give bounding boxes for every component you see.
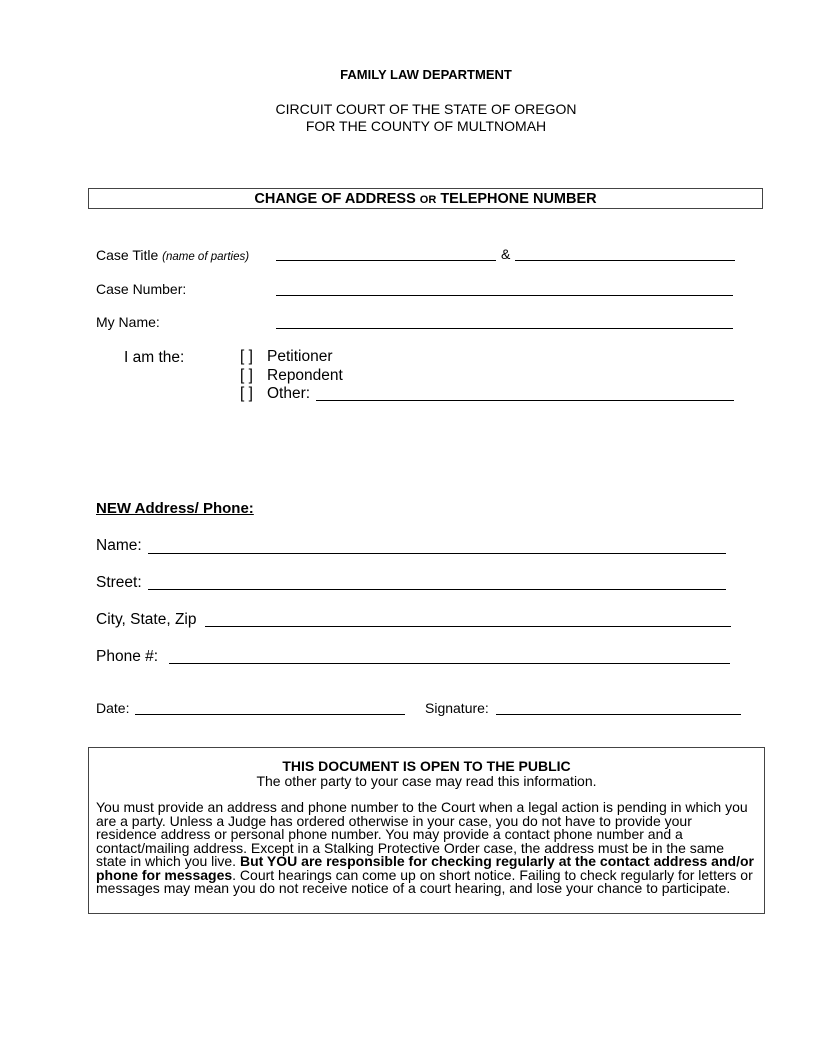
- department-title: FAMILY LAW DEPARTMENT: [340, 67, 512, 82]
- case-title-label: [96, 247, 249, 263]
- role-option-respondent[interactable]: [240, 367, 343, 385]
- respondent-label: Repondent: [267, 367, 343, 384]
- new-city-label: City, State, Zip: [96, 611, 197, 628]
- role-label: I am the:: [124, 349, 185, 366]
- case-title-ampersand: &: [501, 246, 511, 262]
- new-name-label: Name:: [96, 537, 142, 554]
- form-title-part2: TELEPHONE NUMBER: [440, 191, 597, 207]
- other-checkbox[interactable]: [ ]: [240, 385, 253, 402]
- other-role-field[interactable]: [316, 400, 734, 401]
- respondent-checkbox[interactable]: [ ]: [240, 367, 253, 384]
- case-title-label-text: Case Title: [96, 247, 159, 263]
- signature-field[interactable]: [496, 714, 741, 715]
- notice-body: [96, 801, 756, 896]
- new-street-field[interactable]: [148, 589, 726, 590]
- new-name-field[interactable]: [148, 553, 726, 554]
- case-title-party2-field[interactable]: [515, 260, 735, 261]
- notice-subtitle: The other party to your case may read this information.: [256, 773, 597, 789]
- form-title-part1: CHANGE OF ADDRESS: [254, 191, 416, 207]
- date-label: Date:: [96, 700, 130, 716]
- case-title-party1-field[interactable]: [276, 260, 496, 261]
- petitioner-label: Petitioner: [267, 348, 333, 365]
- court-line-1: CIRCUIT COURT OF THE STATE OF OREGON: [275, 101, 577, 117]
- notice-body-part1: You must provide an address and phone number to the Court when a legal action is pending in which you are a party. Unless a Judge has ordered otherwise in your case, you do not have to provide your residence address or personal phone number. You may provide a contact phone number and a contact/mailing address. Except in a Stalking Protective Order case, the address must be in the same state in which you live.: [96, 799, 748, 869]
- case-title-hint: (name of parties): [162, 251, 250, 263]
- date-field[interactable]: [135, 714, 405, 715]
- notice-title: THIS DOCUMENT IS OPEN TO THE PUBLIC: [282, 758, 571, 774]
- notice-body-bold: But YOU are responsible for checking regularly at the contact address and/or phone for messages: [96, 853, 754, 883]
- form-title: [88, 188, 763, 209]
- other-label: Other:: [267, 385, 311, 402]
- my-name-field[interactable]: [276, 328, 733, 329]
- case-number-field[interactable]: [276, 295, 733, 296]
- case-number-label: Case Number:: [96, 281, 187, 297]
- signature-label: Signature:: [425, 700, 489, 716]
- new-street-label: Street:: [96, 574, 142, 591]
- form-title-or: OR: [419, 194, 437, 206]
- court-name: [0, 101, 816, 135]
- new-city-field[interactable]: [205, 626, 731, 627]
- notice-body-part2: . Court hearings can come up on short notice. Failing to check regularly for letters or messages may mean you do not receive notice of a court hearing, and lose your chance to participate.: [96, 866, 753, 896]
- petitioner-checkbox[interactable]: [ ]: [240, 348, 253, 365]
- my-name-label: My Name:: [96, 314, 160, 330]
- court-line-2: FOR THE COUNTY OF MULTNOMAH: [305, 118, 547, 134]
- role-option-other[interactable]: [240, 385, 310, 403]
- new-phone-label: Phone #:: [96, 648, 159, 665]
- new-phone-field[interactable]: [169, 663, 730, 664]
- role-option-petitioner[interactable]: [240, 348, 332, 366]
- new-address-heading: NEW Address/ Phone:: [96, 500, 254, 517]
